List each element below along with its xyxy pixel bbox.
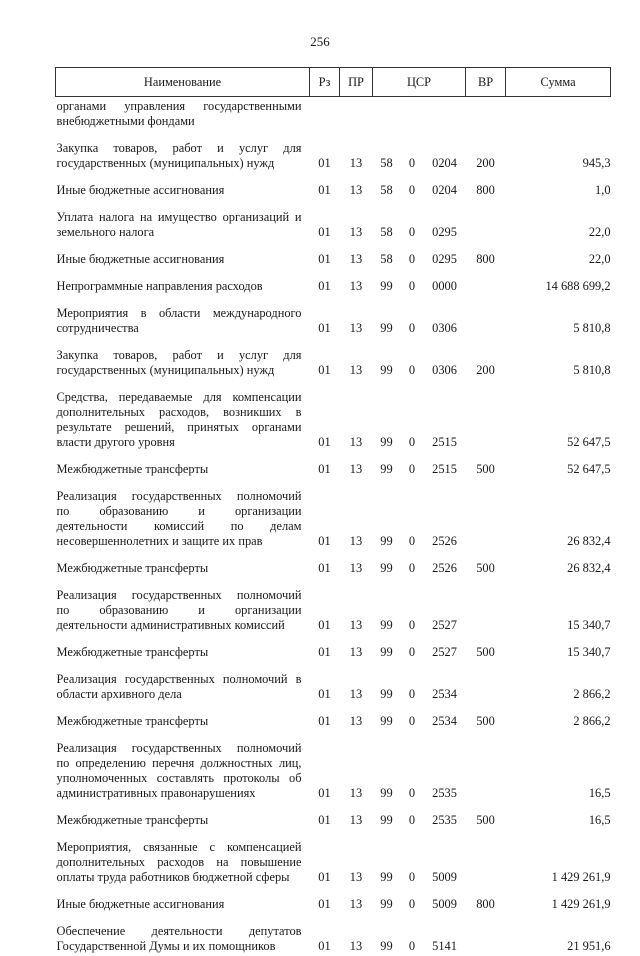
row-vr	[466, 208, 506, 242]
row-vr	[466, 739, 506, 803]
row-csr-sub: 0	[401, 346, 424, 380]
row-csr-direction: 0204	[424, 181, 466, 200]
row-csr-direction: 2535	[424, 811, 466, 830]
row-name	[56, 670, 310, 704]
row-vr: 800	[466, 181, 506, 200]
row-csr-sub: 0	[401, 460, 424, 479]
row-sum: 5 810,8	[506, 304, 611, 338]
row-csr-direction: 5141	[424, 922, 466, 956]
row-name-line: сотрудничества	[57, 321, 302, 336]
row-name	[56, 208, 310, 242]
row-csr-program: 99	[373, 712, 401, 731]
row-csr-sub: 0	[401, 250, 424, 269]
row-csr-sub: 0	[401, 643, 424, 662]
table-row	[56, 811, 611, 830]
row-vr: 800	[466, 895, 506, 914]
row-sum: 1,0	[506, 181, 611, 200]
row-name-line: земельного налога	[57, 225, 302, 240]
row-rz: 01	[310, 208, 340, 242]
row-sum: 52 647,5	[506, 460, 611, 479]
row-sum: 21 951,6	[506, 922, 611, 956]
row-vr: 200	[466, 346, 506, 380]
row-name-line: по образованию и организации	[57, 603, 302, 618]
row-name-line: деятельности административных комиссий	[57, 618, 302, 633]
row-csr-direction: 2526	[424, 559, 466, 578]
page-number: 256	[0, 34, 640, 49]
row-csr-program: 99	[373, 922, 401, 956]
row-csr-direction: 2534	[424, 712, 466, 731]
row-pr: 13	[340, 304, 373, 338]
row-rz: 01	[310, 487, 340, 551]
row-rz: 01	[310, 277, 340, 296]
row-sum: 16,5	[506, 739, 611, 803]
row-name-line: по образованию и организации	[57, 504, 302, 519]
row-csr-sub: 0	[401, 586, 424, 635]
row-pr: 13	[340, 838, 373, 887]
row-csr-program: 99	[373, 559, 401, 578]
table-row	[56, 586, 611, 635]
row-name-line: области архивного дела	[57, 687, 302, 702]
row-vr: 500	[466, 460, 506, 479]
row-csr-program: 99	[373, 838, 401, 887]
row-name-line: внебюджетными фондами	[57, 114, 302, 129]
row-spacer	[56, 452, 611, 460]
row-pr: 13	[340, 388, 373, 452]
row-csr-direction: 0000	[424, 277, 466, 296]
row-rz: 01	[310, 712, 340, 731]
row-rz: 01	[310, 838, 340, 887]
row-name-line: административных правонарушениях	[57, 786, 302, 801]
row-rz	[310, 97, 340, 132]
row-csr-sub: 0	[401, 811, 424, 830]
row-name	[56, 304, 310, 338]
row-name	[56, 643, 310, 662]
row-rz: 01	[310, 643, 340, 662]
row-name	[56, 487, 310, 551]
row-name-line: дополнительных расходов, возникших в	[57, 405, 302, 420]
header-sum: Сумма	[506, 68, 611, 97]
row-pr: 13	[340, 922, 373, 956]
row-spacer	[56, 704, 611, 712]
row-rz: 01	[310, 922, 340, 956]
row-csr-program: 99	[373, 460, 401, 479]
row-csr-sub: 0	[401, 139, 424, 173]
row-csr-sub: 0	[401, 712, 424, 731]
row-name	[56, 181, 310, 200]
row-sum: 22,0	[506, 208, 611, 242]
row-pr: 13	[340, 208, 373, 242]
row-name-line: Реализация государственных полномочий	[57, 489, 302, 504]
row-vr	[466, 304, 506, 338]
row-csr-program: 99	[373, 304, 401, 338]
row-pr: 13	[340, 487, 373, 551]
row-csr-direction: 2527	[424, 586, 466, 635]
table-row	[56, 559, 611, 578]
row-name-line: деятельности комиссий по делам	[57, 519, 302, 534]
row-vr: 500	[466, 712, 506, 731]
row-spacer	[56, 551, 611, 559]
row-name-line: уполномоченных составлять протоколы об	[57, 771, 302, 786]
row-name	[56, 739, 310, 803]
row-sum: 52 647,5	[506, 388, 611, 452]
row-name-line: власти другого уровня	[57, 435, 302, 450]
row-name-line: государственных (муниципальных) нужд	[57, 363, 302, 378]
row-csr-direction: 0295	[424, 250, 466, 269]
row-vr: 500	[466, 643, 506, 662]
row-name-line: Закупка товаров, работ и услуг для	[57, 348, 302, 363]
row-rz: 01	[310, 460, 340, 479]
row-csr-direction: 2535	[424, 739, 466, 803]
row-csr-program: 99	[373, 811, 401, 830]
row-vr	[466, 487, 506, 551]
header-name: Наименование	[56, 68, 310, 97]
row-name-line: Реализация государственных полномочий в	[57, 672, 302, 687]
row-csr-program	[373, 97, 401, 132]
header-csr: ЦСР	[373, 68, 466, 97]
row-name-line: оплаты труда работников бюджетной сферы	[57, 870, 302, 885]
table-row	[56, 487, 611, 551]
row-csr-direction: 5009	[424, 838, 466, 887]
row-name-line: Государственной Думы и их помощников	[57, 939, 302, 954]
row-rz: 01	[310, 139, 340, 173]
row-rz: 01	[310, 388, 340, 452]
row-sum: 15 340,7	[506, 643, 611, 662]
row-name-line: Обеспечение деятельности депутатов	[57, 924, 302, 939]
table-row	[56, 388, 611, 452]
row-pr: 13	[340, 712, 373, 731]
row-vr: 800	[466, 250, 506, 269]
table-row	[56, 838, 611, 887]
budget-table	[55, 67, 611, 956]
row-pr: 13	[340, 586, 373, 635]
row-csr-direction: 2515	[424, 460, 466, 479]
table-row	[56, 250, 611, 269]
row-pr: 13	[340, 739, 373, 803]
row-name-line: Мероприятия в области международного	[57, 306, 302, 321]
row-name-line: Непрограммные направления расходов	[57, 279, 302, 294]
row-name-line: Закупка товаров, работ и услуг для	[57, 141, 302, 156]
row-csr-program: 58	[373, 139, 401, 173]
row-spacer	[56, 380, 611, 388]
row-name	[56, 712, 310, 731]
row-spacer	[56, 578, 611, 586]
row-sum: 15 340,7	[506, 586, 611, 635]
row-spacer	[56, 803, 611, 811]
row-csr-direction: 2515	[424, 388, 466, 452]
row-csr-program: 99	[373, 895, 401, 914]
row-pr: 13	[340, 346, 373, 380]
row-sum: 2 866,2	[506, 670, 611, 704]
table-row	[56, 139, 611, 173]
row-name-line: Иные бюджетные ассигнования	[57, 897, 302, 912]
row-vr: 500	[466, 559, 506, 578]
budget-table-container	[55, 67, 610, 956]
row-pr: 13	[340, 559, 373, 578]
row-rz: 01	[310, 346, 340, 380]
row-pr: 13	[340, 670, 373, 704]
row-pr	[340, 97, 373, 132]
header-rz: Рз	[310, 68, 340, 97]
row-csr-sub: 0	[401, 388, 424, 452]
row-name	[56, 586, 310, 635]
row-pr: 13	[340, 643, 373, 662]
row-name-line: результате решений, принятых органами	[57, 420, 302, 435]
row-sum	[506, 97, 611, 132]
row-name	[56, 139, 310, 173]
row-name	[56, 811, 310, 830]
row-name	[56, 250, 310, 269]
row-vr	[466, 586, 506, 635]
row-name	[56, 922, 310, 956]
row-name-line: Межбюджетные трансферты	[57, 561, 302, 576]
table-row	[56, 922, 611, 956]
table-header	[56, 68, 611, 97]
table-row	[56, 277, 611, 296]
row-name-line: Иные бюджетные ассигнования	[57, 252, 302, 267]
row-csr-program: 99	[373, 346, 401, 380]
header-vr: ВР	[466, 68, 506, 97]
row-pr: 13	[340, 277, 373, 296]
row-vr	[466, 670, 506, 704]
row-spacer	[56, 338, 611, 346]
row-pr: 13	[340, 250, 373, 269]
row-csr-program: 99	[373, 487, 401, 551]
row-name-line: Межбюджетные трансферты	[57, 462, 302, 477]
row-csr-sub: 0	[401, 487, 424, 551]
row-name	[56, 838, 310, 887]
row-sum: 26 832,4	[506, 487, 611, 551]
row-name	[56, 388, 310, 452]
row-csr-program: 58	[373, 208, 401, 242]
row-spacer	[56, 479, 611, 487]
row-csr-direction: 2527	[424, 643, 466, 662]
row-csr-sub: 0	[401, 670, 424, 704]
row-rz: 01	[310, 670, 340, 704]
table-row	[56, 712, 611, 731]
row-csr-sub: 0	[401, 277, 424, 296]
row-sum: 1 429 261,9	[506, 895, 611, 914]
row-vr	[466, 277, 506, 296]
row-spacer	[56, 731, 611, 739]
row-csr-sub: 0	[401, 304, 424, 338]
row-rz: 01	[310, 739, 340, 803]
row-csr-sub: 0	[401, 208, 424, 242]
row-name-line: Уплата налога на имущество организаций и	[57, 210, 302, 225]
row-csr-sub: 0	[401, 922, 424, 956]
row-spacer	[56, 173, 611, 181]
row-csr-sub: 0	[401, 181, 424, 200]
table-row	[56, 643, 611, 662]
row-rz: 01	[310, 304, 340, 338]
row-csr-program: 58	[373, 181, 401, 200]
row-rz: 01	[310, 895, 340, 914]
row-rz: 01	[310, 559, 340, 578]
row-csr-sub: 0	[401, 559, 424, 578]
row-name-line: Мероприятия, связанные с компенсацией	[57, 840, 302, 855]
row-name-line: органами управления государственными	[57, 99, 302, 114]
row-csr-direction	[424, 97, 466, 132]
row-rz: 01	[310, 250, 340, 269]
row-pr: 13	[340, 139, 373, 173]
row-name	[56, 97, 310, 132]
row-sum: 14 688 699,2	[506, 277, 611, 296]
row-name-line: Реализация государственных полномочий	[57, 588, 302, 603]
row-name-line: Средства, передаваемые для компенсации	[57, 390, 302, 405]
row-csr-direction: 0306	[424, 346, 466, 380]
row-vr: 200	[466, 139, 506, 173]
row-spacer	[56, 830, 611, 838]
row-spacer	[56, 131, 611, 139]
row-vr	[466, 922, 506, 956]
row-csr-program: 58	[373, 250, 401, 269]
row-spacer	[56, 887, 611, 895]
table-row	[56, 181, 611, 200]
row-csr-program: 99	[373, 277, 401, 296]
row-csr-sub: 0	[401, 838, 424, 887]
row-sum: 1 429 261,9	[506, 838, 611, 887]
row-sum: 16,5	[506, 811, 611, 830]
row-csr-sub: 0	[401, 739, 424, 803]
row-rz: 01	[310, 181, 340, 200]
row-spacer	[56, 269, 611, 277]
row-spacer	[56, 914, 611, 922]
row-csr-direction: 0204	[424, 139, 466, 173]
row-name-line: государственных (муниципальных) нужд	[57, 156, 302, 171]
table-row	[56, 670, 611, 704]
row-csr-sub: 0	[401, 895, 424, 914]
row-sum: 22,0	[506, 250, 611, 269]
row-name-line: дополнительных расходов на повышение	[57, 855, 302, 870]
row-name	[56, 559, 310, 578]
row-csr-direction: 2534	[424, 670, 466, 704]
row-csr-program: 99	[373, 670, 401, 704]
row-vr	[466, 388, 506, 452]
row-sum: 5 810,8	[506, 346, 611, 380]
row-spacer	[56, 662, 611, 670]
row-csr-program: 99	[373, 586, 401, 635]
row-rz: 01	[310, 586, 340, 635]
row-csr-direction: 5009	[424, 895, 466, 914]
table-row	[56, 346, 611, 380]
row-csr-program: 99	[373, 388, 401, 452]
row-vr: 500	[466, 811, 506, 830]
table-body	[56, 97, 611, 956]
row-name-line: Межбюджетные трансферты	[57, 714, 302, 729]
row-name	[56, 277, 310, 296]
row-csr-direction: 0295	[424, 208, 466, 242]
row-name-line: Межбюджетные трансферты	[57, 813, 302, 828]
header-pr: ПР	[340, 68, 373, 97]
row-name-line: по определению перечня должностных лиц,	[57, 756, 302, 771]
row-name-line: Реализация государственных полномочий	[57, 741, 302, 756]
row-name-line: несовершеннолетних и защите их прав	[57, 534, 302, 549]
row-sum: 2 866,2	[506, 712, 611, 731]
row-csr-program: 99	[373, 643, 401, 662]
row-csr-direction: 2526	[424, 487, 466, 551]
row-sum: 945,3	[506, 139, 611, 173]
row-csr-direction: 0306	[424, 304, 466, 338]
row-spacer	[56, 635, 611, 643]
row-vr	[466, 838, 506, 887]
table-row	[56, 97, 611, 132]
row-pr: 13	[340, 181, 373, 200]
table-row	[56, 460, 611, 479]
row-name	[56, 346, 310, 380]
row-pr: 13	[340, 811, 373, 830]
table-row	[56, 208, 611, 242]
row-spacer	[56, 296, 611, 304]
row-vr	[466, 97, 506, 132]
row-sum: 26 832,4	[506, 559, 611, 578]
row-name-line: Иные бюджетные ассигнования	[57, 183, 302, 198]
row-pr: 13	[340, 460, 373, 479]
row-csr-program: 99	[373, 739, 401, 803]
row-csr-sub	[401, 97, 424, 132]
row-rz: 01	[310, 811, 340, 830]
row-spacer	[56, 242, 611, 250]
row-pr: 13	[340, 895, 373, 914]
row-name-line: Межбюджетные трансферты	[57, 645, 302, 660]
table-row	[56, 304, 611, 338]
table-row	[56, 739, 611, 803]
row-name	[56, 460, 310, 479]
row-spacer	[56, 200, 611, 208]
